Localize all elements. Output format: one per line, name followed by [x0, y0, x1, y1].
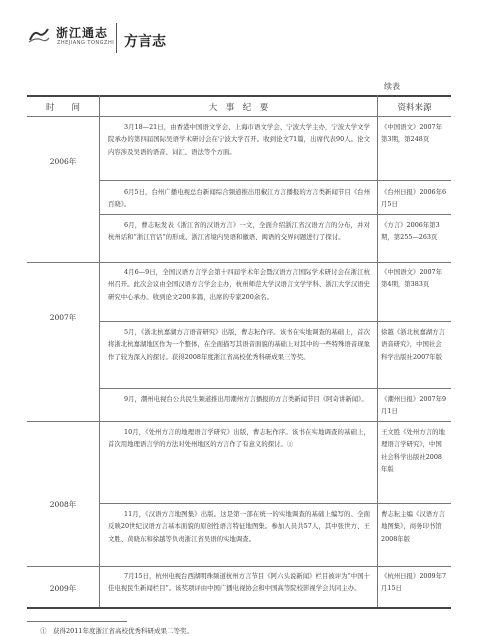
year-rule: [27, 421, 451, 422]
year-cell: 2006年: [49, 157, 77, 166]
footnote: ① 获得2011年度浙江省高校优秀科研成果二等奖。: [40, 627, 194, 635]
continued-label: 续表: [384, 82, 400, 91]
brand-subtitle: ZHEJIANG TONGZHI: [57, 40, 115, 46]
source-text: 《台州日报》2006年6月5日: [381, 188, 447, 209]
source-text: 《中国语文》2007年第4期，第383页: [381, 268, 442, 289]
source-text: 《潮州日报》2007年9月1日: [381, 395, 447, 416]
year-cell: 2009年: [49, 584, 77, 593]
source-text: 王文胜《处州方言的地理语言学研究》，中国社会科学出版社2008年版: [381, 428, 445, 474]
event-text: 3月18—21日，由香港中国语文学会、上海市语文学会、宁波大学主办，宁波大学文学院承办的第四届国际吴语学术研讨会在宁波大学召开。收到论文71篇，出席代表90人。论文内容涉及吴语的语音、词汇、语法等个方面。: [108, 123, 370, 156]
source-text: 《中国语文》2007年第3期，第248页: [381, 123, 442, 144]
table-bottom-rule: [27, 607, 451, 609]
source-text: 曹志耘主编《汉语方言地图集》，商务印书馆2008年版: [381, 510, 445, 543]
event-text: 11月，《汉语方言地图集》出版。这是第一部在统一的实地调查的基础上编写的、全面反映20世纪汉语方言基本面貌的原创性语言特征地图集。参加人员共57人，其中张世方、王文胜、黄晓东和徐越等负责浙江省吴语的实地调查。: [108, 510, 370, 543]
event-text: 7月15日，杭州电视台西湖明珠频道杭州方言节目《阿六头说新闻》栏目被评为“中国十佳电视民生新闻栏目”。该奖项评由中国广播电视协会和中国高等院校影视学会共同主办。: [108, 572, 370, 593]
event-text: 10月，《处州方言的地理语言学研究》出版，曹志耘作序。该书在实地调查的基础上，首次用地理语言学的方法对处州地区的方言作了有意义的探讨。①: [108, 428, 370, 449]
zhejiang-tongzhi-logo-icon: [28, 26, 50, 44]
column-header-source: 资料来源: [397, 103, 432, 113]
row-rule: [100, 503, 451, 504]
header-divider: [116, 23, 117, 53]
header-rule: [27, 116, 451, 117]
year-cell: 2008年: [49, 500, 77, 509]
year-cell: 2007年: [49, 313, 77, 322]
column-header-events: 大 事 纪 要: [208, 103, 269, 113]
event-text: 5月，《浙北杭嘉湖方言语音研究》出版，曹志耘作序。该书在实地调查的基础上，首次将浙北杭嘉湖地区作为一个整体，在全面描写其语音面貌的基础上对其中的一些特殊语音现象作了较为深入的探讨。获得2008年度浙江省高校优秀科研成果三等奖。: [108, 328, 371, 361]
row-rule: [100, 180, 451, 181]
event-text: 9月，潮州电视台公共民生频道推出用潮州方言播报的方言类新闻节目《阿奇讲新闻》。: [124, 395, 368, 403]
row-rule: [100, 388, 451, 389]
column-divider: [377, 95, 378, 609]
year-rule: [27, 262, 451, 263]
chronology-table: [27, 95, 451, 609]
event-text: 6月5日，台州广播电视总台新闻综合频道推出用椒江方言播报的方言类新闻节目《台州百晓》。: [108, 188, 370, 209]
source-text: 《杭州日报》2009年7月15日: [381, 572, 447, 593]
table-top-rule: [27, 95, 451, 97]
footnote-rule: [27, 621, 127, 622]
row-rule: [100, 321, 451, 322]
row-rule: [100, 214, 451, 215]
page-header: [0, 0, 480, 62]
column-divider: [99, 95, 100, 609]
event-text: 4月6—9日，全国汉语方言学会第十四届学术年会暨汉语方言国际学术研讨会在浙江杭州召开。此次会议由全国汉语方言学会主办，杭州师范大学汉语言文学学科、浙江大学汉语史研究中心承办。收到论文200多篇，出席的专家200余名。: [108, 268, 371, 301]
year-rule: [27, 566, 451, 567]
column-header-time: 时 间: [45, 103, 80, 113]
source-text: 《方言》2006年第3期，第255—263页: [381, 221, 440, 242]
brand-title: 浙江通志: [56, 26, 109, 40]
source-text: 徐越《浙北杭嘉湖方言语音研究》，中国社会科学出版社2007年版: [381, 328, 445, 361]
section-title: 方言志: [124, 34, 166, 50]
event-text: 6月，曹志耘发表《浙江省的汉语方言》一文，全面介绍浙江省汉语方言的分布，并对杭州话和“浙江官话”的形成、浙江省境内吴语和徽语、闽语的交界问题进行了探讨。: [108, 221, 370, 242]
